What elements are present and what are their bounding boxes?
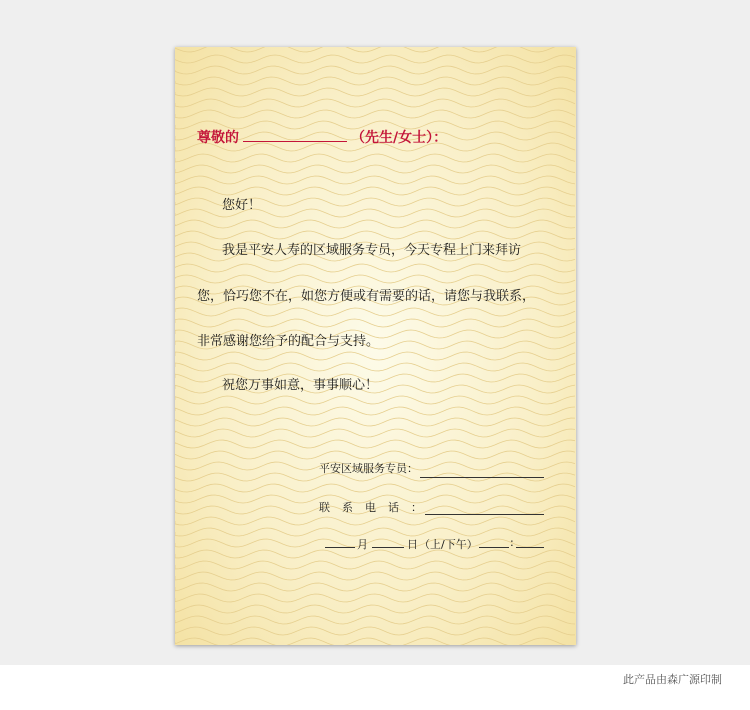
wave-line xyxy=(175,484,575,492)
wave-line xyxy=(175,231,575,239)
wave-line xyxy=(175,110,575,118)
wave-line xyxy=(175,319,575,327)
wave-line xyxy=(175,308,575,316)
body-line-2: 您，恰巧您不在，如您方便或有需要的话，请您与我联系， xyxy=(197,289,536,304)
wave-line xyxy=(175,517,575,525)
wave-line xyxy=(175,264,575,272)
salutation-prefix: 尊敬的 xyxy=(197,130,239,146)
printer-note: 此产品由森广源印制 xyxy=(623,673,722,686)
wave-line xyxy=(175,451,575,459)
salutation-suffix: （先生/女士）： xyxy=(351,130,448,146)
wave-line xyxy=(175,561,575,569)
letter-card xyxy=(175,47,576,645)
wave-line xyxy=(175,220,575,228)
wave-line xyxy=(175,528,575,536)
body-line-1: 我是平安人寿的区域服务专员，今天专程上门来拜访 xyxy=(222,243,522,258)
wave-line xyxy=(175,363,575,371)
wave-line xyxy=(175,154,575,162)
wave-line xyxy=(175,275,575,283)
minute-blank xyxy=(516,547,544,548)
phone-label: 联系电话： xyxy=(319,501,434,514)
wave-line xyxy=(175,47,575,52)
wave-line xyxy=(175,583,575,591)
wave-line xyxy=(175,539,575,547)
hour-blank xyxy=(479,547,509,548)
closing-text: 祝您万事如意，事事顺心！ xyxy=(222,378,379,393)
wave-line xyxy=(175,429,575,437)
wave-line xyxy=(175,55,575,63)
wave-line xyxy=(175,572,575,580)
wave-line xyxy=(175,594,575,602)
wave-line xyxy=(175,550,575,558)
wave-line xyxy=(175,616,575,624)
am-pm-label: （上/下午） xyxy=(419,538,478,551)
wave-line xyxy=(175,407,575,415)
day-blank xyxy=(372,547,404,548)
greeting-text: 您好！ xyxy=(222,198,262,213)
recipient-name-blank xyxy=(243,127,347,142)
wave-line xyxy=(175,66,575,74)
wave-line xyxy=(175,165,575,173)
wave-line xyxy=(175,627,575,635)
wave-line xyxy=(175,605,575,613)
time-separator: : xyxy=(510,536,514,549)
agent-name-blank xyxy=(420,477,544,478)
phone-blank xyxy=(425,514,544,515)
agent-label: 平安区域服务专员： xyxy=(319,462,418,475)
wave-line xyxy=(175,352,575,360)
day-label: 日 xyxy=(407,538,418,551)
wave-line xyxy=(175,99,575,107)
month-blank xyxy=(325,547,355,548)
wave-line xyxy=(175,638,575,645)
wave-line xyxy=(175,176,575,184)
wave-line xyxy=(175,396,575,404)
wave-line xyxy=(175,88,575,96)
wave-line xyxy=(175,77,575,85)
body-line-3: 非常感谢您给予的配合与支持。 xyxy=(197,334,380,349)
salutation-line xyxy=(197,127,447,147)
wave-line xyxy=(175,440,575,448)
month-label: 月 xyxy=(357,538,368,551)
wave-line xyxy=(175,418,575,426)
